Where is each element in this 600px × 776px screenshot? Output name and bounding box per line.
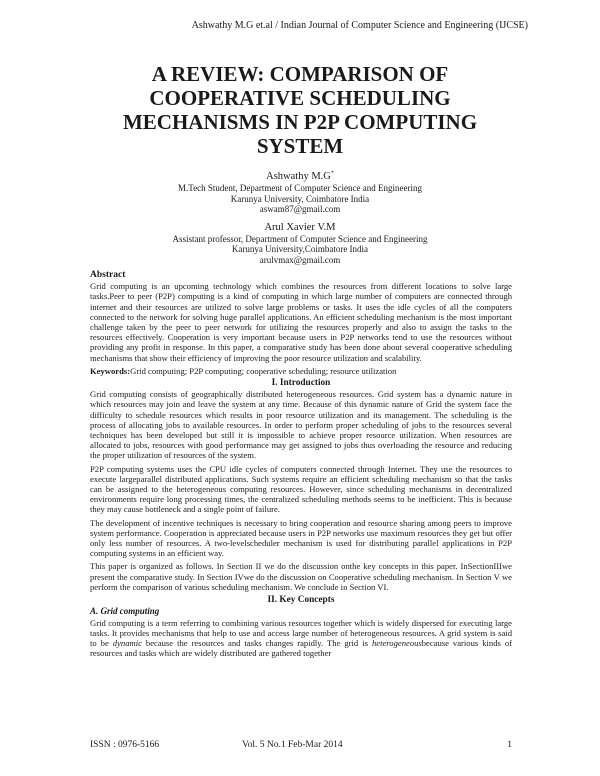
keywords-line bbox=[90, 366, 512, 376]
author-email[interactable]: arulvmax@gmail.com bbox=[259, 254, 341, 265]
author-mark: * bbox=[330, 170, 334, 177]
section-heading-introduction: I. Introduction bbox=[271, 378, 331, 389]
author-role: Assistant professor, Department of Computer Science and Engineering bbox=[172, 233, 428, 244]
keywords-label: Keywords: bbox=[90, 365, 131, 376]
author-2 bbox=[80, 221, 520, 266]
author-institution: Karunya University, Coimbatore India bbox=[230, 193, 370, 204]
intro-paragraph-2: P2P computing systems uses the CPU idle cycles of computers connected through Internet. They use the resources to execute largeparallel distributed applications. Such systems require an efficient scheduling mechanism so that the tasks can be assigned to the heterogeneous computing resources. However, since scheduling mechanisms in decentralized environments require long processing times, the centralized scheduling methods seems to be inefficient. This is because they may cause bottleneck and a single point of failure. bbox=[90, 463, 512, 515]
paper-body bbox=[90, 270, 512, 661]
running-head: Ashwathy M.G et.al / Indian Journal of Computer Science and Engineering (IJCSE) bbox=[191, 20, 528, 31]
intro-paragraph-3: The development of incentive techniques is necessary to bring cooperation and resource sharing among peers to improve system performance. Cooperation is appreciated because users in P2P networks use maximum resources they get but offer only less number of resources. A two-levelscheduler mechanism is used for distributing parallel applications in P2P computing systems in an efficient way. bbox=[90, 517, 512, 559]
subsection-heading-grid-computing: A. Grid computing bbox=[90, 606, 160, 617]
abstract-text: Grid computing is an upcoming technology which combines the resources from different locations to solve large tasks.Peer to peer (P2P) computing is a kind of computing in which large number of computers are connected through internet and their resources are utilized to solve large problems or tasks. It uses the idle cycles of all the computers connected to the network for solving huge parallel applications. An efficient scheduling mechanism is the most important challenge taken by the peer to peer network for utilizing the resources properly and also to assign the tasks to the resources effectively. Cooperation is very important because users in P2P networks tend to use the resources without providing any profit in response. In this paper, a comparative study has been done about several cooperative scheduling mechanisms that show their efficiency of improving the poor resource utilization and scalability. bbox=[90, 281, 512, 363]
grid-computing-paragraph: Grid computing is a term referring to combining various resources together which is widely dispersed for executing large tasks. It provides mechanisms that help to use and access large number of heterogeneous resources. A grid system is said to be dynamic because the resources and tasks changes rapidly. The grid is heterogeneousbecause various kinds of resources and tasks which are widely distributed are gathered together bbox=[90, 617, 512, 659]
section-heading-key-concepts: II. Key Concepts bbox=[267, 595, 335, 606]
author-name: Ashwathy M.G bbox=[266, 171, 331, 182]
footer-page-number: 1 bbox=[507, 740, 512, 750]
emphasis-dynamic: dynamic bbox=[112, 637, 142, 648]
author-institution: Karunya University,Coimbatore India bbox=[231, 244, 369, 255]
emphasis-heterogeneous: heterogeneous bbox=[371, 637, 422, 648]
footer-volume: Vol. 5 No.1 Feb-Mar 2014 bbox=[242, 740, 343, 750]
author-1 bbox=[80, 170, 520, 215]
author-block bbox=[80, 170, 520, 266]
footer-issn: ISSN : 0976-5166 bbox=[90, 740, 160, 750]
author-role: M.Tech Student, Department of Computer Science and Engineering bbox=[177, 183, 423, 193]
abstract-heading: Abstract bbox=[90, 270, 126, 280]
author-email[interactable]: aswam87@gmail.com bbox=[259, 204, 341, 215]
keywords-text: Grid computing; P2P computing; cooperative scheduling; resource utilization bbox=[130, 365, 397, 376]
intro-paragraph-4: This paper is organized as follows. In Section II we do the discussion onthe key concepts in this paper. InSectionIIIwe present the comparative study. In Section IVwe do the discussion on Cooperative scheduling mechanism. In Section V we perform the comparison of various scheduling mechanism. We conclude in Section VI. bbox=[90, 561, 512, 592]
paper-title: A REVIEW: COMPARISON OF COOPERATIVE SCHEDULING MECHANISMS IN P2P COMPUTING SYSTEM bbox=[122, 62, 478, 158]
intro-paragraph-1: Grid computing consists of geographically distributed heterogeneous resources. Grid system has a dynamic nature in which resources may join and leave the system at any time. Because of this dynamic nature of Grid the system face the difficulty to schedule resources which results in poor resource utilization and its management. The scheduling is the process of allocating jobs to available resources. In order to perform proper scheduling of jobs to the resources several techniques has been developed but still it is impossible to achieve proper resource utilization. When resources are allocated to jobs, resources with good performance may get assigned to jobs thus overloading the resource and reducing the proper utilization of resources of the system. bbox=[90, 389, 512, 461]
author-name: Arul Xavier V.M bbox=[264, 221, 336, 233]
